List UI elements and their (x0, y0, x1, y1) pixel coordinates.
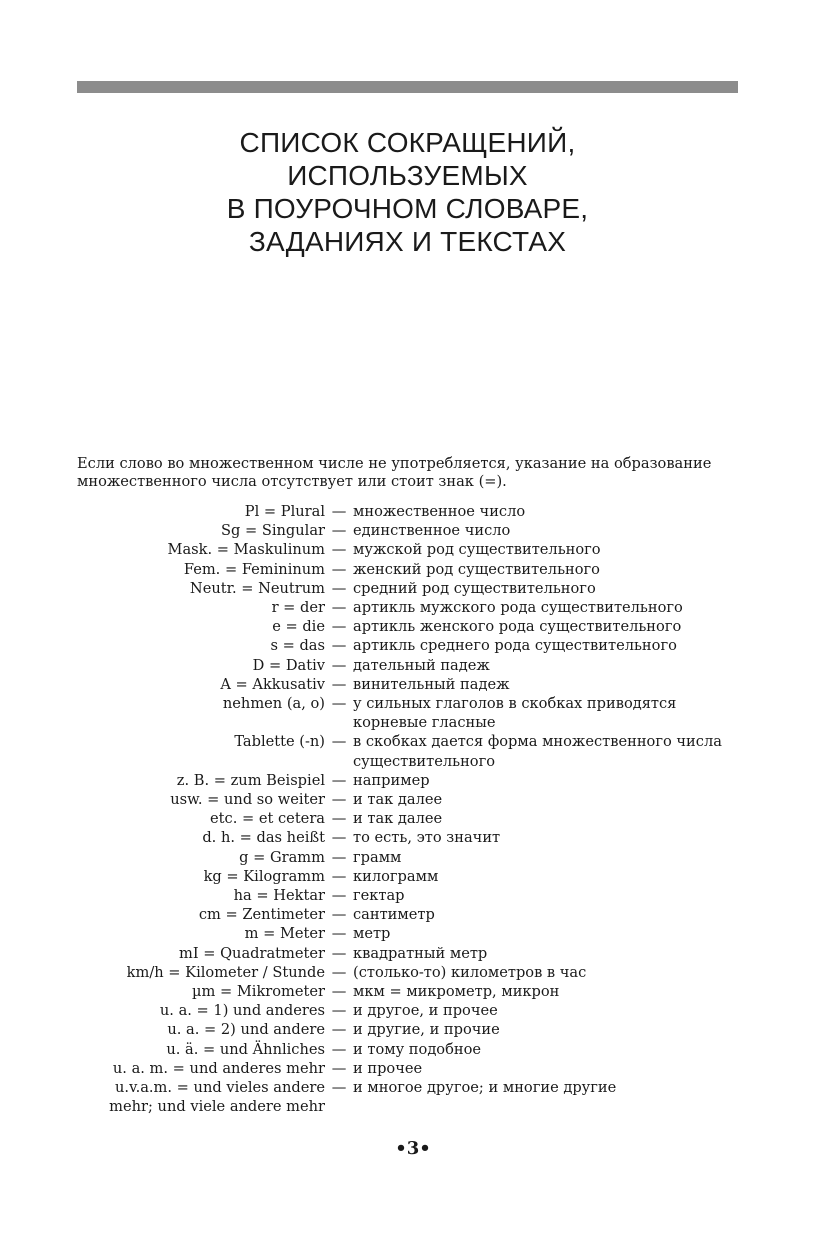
em-dash: — (331, 675, 347, 693)
abbreviation-term: µm = Mikrometer (192, 983, 325, 1001)
abbreviation-term: nehmen (a, o) (222, 695, 325, 713)
abbreviation-term: D = Dativ (252, 656, 325, 674)
em-dash: — (331, 1059, 347, 1077)
em-dash: — (331, 618, 347, 636)
abbreviation-row (0, 886, 826, 905)
em-dash: — (331, 503, 347, 520)
abbreviation-term: d. h. = das heißt (202, 829, 325, 847)
abbreviation-row (0, 732, 826, 770)
abbreviation-row (0, 1059, 826, 1078)
abbreviation-definition: килограмм (353, 867, 439, 885)
em-dash: — (331, 963, 347, 981)
abbreviation-row (0, 771, 826, 790)
em-dash: — (331, 906, 347, 924)
abbreviation-definition: то есть, это значит (353, 829, 501, 847)
title-line: В ПОУРОЧНОМ СЛОВАРЕ, (226, 193, 589, 224)
abbreviation-term: r = der (271, 599, 325, 617)
abbreviation-term: s = das (270, 637, 325, 655)
em-dash: — (331, 925, 347, 943)
em-dash: — (331, 1040, 347, 1058)
abbreviation-definition: и тому подобное (353, 1040, 482, 1058)
abbreviation-definition: винительный падеж (353, 675, 510, 693)
abbreviation-row (0, 963, 826, 982)
title-line: ИСПОЛЬЗУЕМЫХ (287, 160, 528, 191)
abbreviation-definition: артикль женского рода существительного (353, 618, 682, 636)
abbreviation-term: Pl = Plural (244, 503, 325, 520)
em-dash: — (331, 1079, 347, 1097)
abbreviation-definition: женский род существительного (353, 560, 600, 578)
abbreviation-definition: сантиметр (353, 906, 435, 924)
em-dash: — (331, 791, 347, 809)
abbreviation-definition: и так далее (353, 810, 443, 828)
abbreviation-term: g = Gramm (239, 848, 325, 866)
abbreviation-term: e = die (272, 618, 325, 636)
abbreviation-definition: и другие, и прочие (353, 1021, 500, 1039)
abbreviation-term: u. a. m. = und anderes mehr (112, 1059, 325, 1077)
abbreviation-term: km/h = Kilometer / Stunde (126, 963, 325, 981)
abbreviation-row (0, 617, 826, 636)
abbreviation-row (0, 694, 826, 732)
abbreviation-definition: артикль среднего рода существительного (353, 637, 677, 655)
abbreviation-row (0, 1020, 826, 1039)
page-title (77, 126, 738, 258)
abbreviation-row (0, 944, 826, 963)
em-dash: — (331, 733, 347, 751)
abbreviation-row (0, 1078, 826, 1116)
em-dash: — (331, 599, 347, 617)
em-dash: — (331, 541, 347, 559)
abbreviation-definition: мужской род существительного (353, 541, 601, 559)
abbreviation-definition: и прочее (353, 1059, 423, 1077)
abbreviation-row (0, 540, 826, 559)
em-dash: — (331, 656, 347, 674)
abbreviation-row (0, 560, 826, 579)
abbreviation-term: Mask. = Maskulinum (167, 541, 325, 559)
em-dash: — (331, 944, 347, 962)
em-dash: — (331, 522, 347, 540)
abbreviation-definition: средний род существительного (353, 579, 596, 597)
abbreviation-term: Fem. = Femininum (183, 560, 325, 578)
abbreviation-term: ha = Hektar (233, 887, 325, 905)
abbreviation-row (0, 982, 826, 1001)
abbreviation-definition: гектар (353, 887, 405, 905)
abbreviation-row (0, 636, 826, 655)
abbreviation-definition: например (353, 771, 430, 789)
em-dash: — (331, 1002, 347, 1020)
em-dash: — (331, 579, 347, 597)
em-dash: — (331, 771, 347, 789)
em-dash: — (331, 560, 347, 578)
abbreviation-definition: квадратный метр (353, 944, 488, 962)
abbreviation-term: mI = Quadratmeter (178, 944, 325, 962)
abbreviation-definition: артикль мужского рода существительного (353, 599, 683, 617)
page-number: •3• (395, 1138, 431, 1159)
em-dash: — (331, 829, 347, 847)
em-dash: — (331, 867, 347, 885)
abbreviation-term: A = Akkusativ (220, 675, 325, 693)
abbreviation-row (0, 521, 826, 540)
abbreviation-term: u. a. = 1) und anderes (159, 1002, 325, 1020)
abbreviation-term: etc. = et cetera (210, 810, 325, 828)
em-dash: — (331, 983, 347, 1001)
abbreviation-definition: (столько-то) километров в час (353, 963, 587, 981)
abbreviation-row (0, 656, 826, 675)
abbreviation-row (0, 790, 826, 809)
abbreviation-row (0, 1040, 826, 1059)
abbreviation-term: z. B. = zum Beispiel (176, 771, 325, 789)
abbreviation-term: kg = Kilogramm (203, 867, 325, 885)
em-dash: — (331, 637, 347, 655)
abbreviation-term: m = Meter (244, 925, 325, 943)
abbreviation-row (0, 828, 826, 847)
abbreviation-row (0, 502, 826, 521)
abbreviation-row (0, 905, 826, 924)
title-line: ЗАДАНИЯХ И ТЕКСТАХ (248, 226, 567, 257)
abbreviation-definition: грамм (353, 848, 402, 866)
abbreviation-term: Neutr. = Neutrum (189, 579, 325, 597)
abbreviation-row (0, 848, 826, 867)
abbreviation-definition: множественное число (353, 503, 526, 520)
abbreviation-row (0, 579, 826, 598)
em-dash: — (331, 810, 347, 828)
abbreviation-definition: метр (353, 925, 391, 943)
abbreviation-term: u. ä. = und Ähnliches (166, 1040, 325, 1058)
abbreviation-row (0, 675, 826, 694)
abbreviation-term: u. a. = 2) und andere (167, 1021, 325, 1039)
intro-paragraph: Если слово во множественном числе не употребляется, указание на образование множественного числа отсутствует или стоит знак (=). (77, 455, 712, 490)
abbreviation-term: u.v.a.m. = und vieles andere mehr; und viele andere mehr (109, 1079, 325, 1116)
em-dash: — (331, 1021, 347, 1039)
em-dash: — (331, 848, 347, 866)
abbreviation-definition: и так далее (353, 791, 443, 809)
abbreviation-definition: дательный падеж (353, 656, 490, 674)
abbreviation-row (0, 598, 826, 617)
abbreviation-definition: и другое, и прочее (353, 1002, 498, 1020)
top-rule (77, 81, 738, 93)
abbreviation-row (0, 924, 826, 943)
em-dash: — (331, 887, 347, 905)
abbreviation-list (0, 502, 826, 1117)
abbreviation-definition: и многое другое; и многие другие (353, 1079, 617, 1097)
title-line: СПИСОК СОКРАЩЕНИЙ, (239, 127, 576, 158)
abbreviation-definition: у сильных глаголов в скобках приводятся корневые гласные (353, 695, 677, 732)
abbreviation-term: cm = Zentimeter (198, 906, 325, 924)
abbreviation-definition: в скобках дается форма множественного числа существительного (353, 733, 722, 770)
abbreviation-definition: единственное число (353, 522, 511, 540)
abbreviation-row (0, 809, 826, 828)
abbreviation-term: Sg = Singular (221, 522, 325, 540)
abbreviation-row (0, 1001, 826, 1020)
abbreviation-term: Tablette (-n) (234, 733, 325, 751)
abbreviation-definition: мкм = микрометр, микрон (353, 983, 560, 1001)
abbreviation-term: usw. = und so weiter (170, 791, 325, 809)
abbreviation-row (0, 867, 826, 886)
em-dash: — (331, 695, 347, 713)
